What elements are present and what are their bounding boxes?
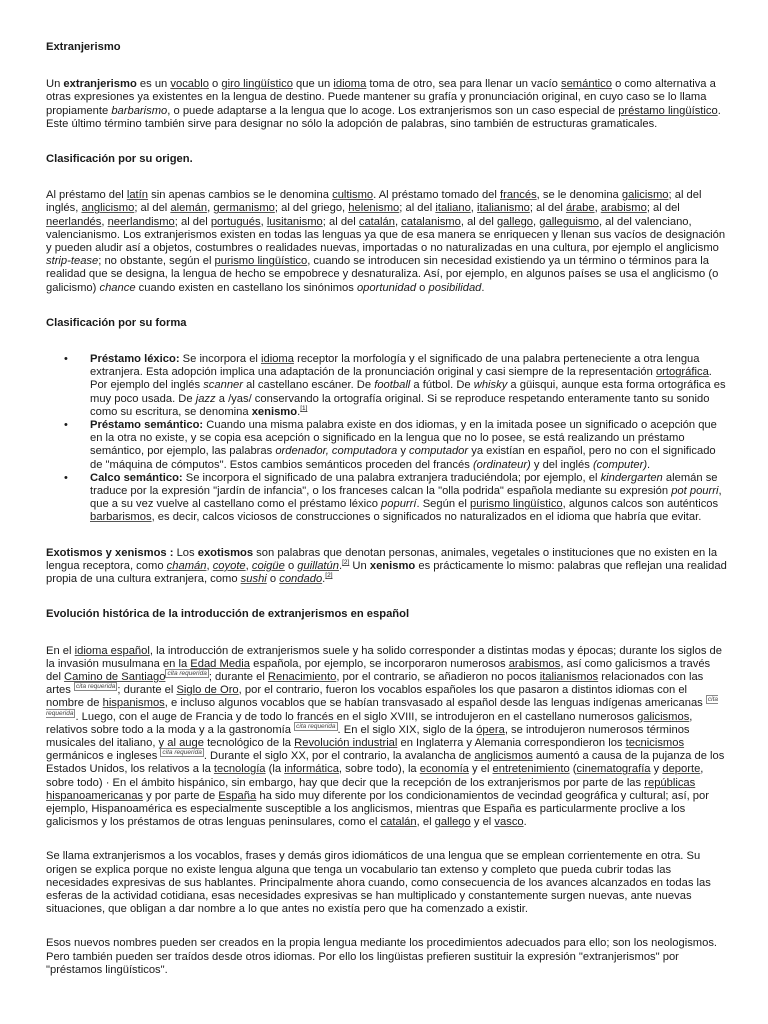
bullet-icon: • <box>64 419 68 432</box>
link-catalan[interactable]: catalán <box>358 215 395 228</box>
link-idioma[interactable]: idioma <box>261 353 294 366</box>
link-galleguismo[interactable]: galleguismo <box>539 215 599 228</box>
link-anglicismo[interactable]: anglicismo <box>81 202 135 215</box>
link-lusitanismo[interactable]: lusitanismo <box>266 215 323 228</box>
section-heading-history: Evolución histórica de la introducción de extranjerismos en español <box>46 608 410 621</box>
link-galicismos[interactable]: galicismos <box>637 710 690 723</box>
link-idioma[interactable]: idioma <box>333 78 367 91</box>
link-opera[interactable]: ópera <box>476 723 505 736</box>
link-economia[interactable]: economía <box>419 763 469 776</box>
bullet-icon: • <box>64 471 68 484</box>
link-cinematografia[interactable]: cinematografía <box>576 763 651 776</box>
citation-needed[interactable]: cita requerida <box>46 696 718 717</box>
link-renacimiento[interactable]: Renacimiento <box>267 670 337 683</box>
section-heading-origin: Clasificación por su origen. <box>46 153 193 166</box>
link-italiano[interactable]: italiano <box>435 202 471 215</box>
link-latin[interactable]: latín <box>126 189 148 202</box>
link-arabismo[interactable]: arabismo <box>600 202 647 215</box>
link-revolucion-industrial[interactable]: Revolución industrial <box>294 736 398 749</box>
link-frances[interactable]: francés <box>499 189 537 202</box>
term-extranjerismo: extranjerismo <box>63 78 137 91</box>
link-aleman[interactable]: alemán <box>170 202 208 215</box>
citation-needed[interactable]: cita requerida <box>75 683 116 691</box>
link-deporte[interactable]: deporte <box>662 763 701 776</box>
link-vocablo[interactable]: vocablo <box>170 78 209 91</box>
link-prestamo-linguistico[interactable]: préstamo lingüístico <box>618 104 718 117</box>
exotismos-paragraph: Exotismos y xenismos : Los exotismos son palabras que denotan personas, animales, vegetales o instituciones que no existen en la lengua receptora, como chamán, coyote, coigüe o guillatún.[2] Un xenismo es prácticamente lo mismo: palabras que reflejan una realidad propia de una cultura extranjera, como sushi o condado.[2] <box>46 546 727 586</box>
link-guillatun[interactable]: guillatún <box>297 559 339 572</box>
link-edad-media[interactable]: Edad Media <box>190 657 250 670</box>
neologisms-paragraph: Esos nuevos nombres pueden ser creados en la propia lengua mediante los procedimientos adecuados para ello; son los neologismos. Pero también pueden ser traídos desde otros idiomas. Por ello los lingüistas prefieren sustituir la expresión "extranjerismos" por "préstamos lingüísticos". <box>46 937 718 976</box>
footnote-ref-2[interactable]: [2] <box>325 572 333 580</box>
bullet-icon: • <box>64 353 68 366</box>
link-cultismo[interactable]: cultismo <box>332 189 374 202</box>
link-coigue[interactable]: coigüe <box>251 559 285 572</box>
link-purismo-linguistico[interactable]: purismo lingüístico <box>469 498 563 511</box>
link-germanismo[interactable]: germanismo <box>213 202 275 215</box>
link-catalanismo[interactable]: catalanismo <box>401 215 461 228</box>
link-arabismos[interactable]: arabismos <box>508 657 561 670</box>
link-italianismos[interactable]: italianismos <box>539 670 599 683</box>
link-coyote[interactable]: coyote <box>212 559 246 572</box>
link-idioma-espanol[interactable]: idioma español <box>74 644 150 657</box>
footnote-ref-1[interactable]: [1] <box>300 404 308 412</box>
page-title: Extranjerismo <box>46 41 121 53</box>
link-vasco[interactable]: vasco <box>494 816 524 829</box>
link-barbarismos[interactable]: barbarismos <box>90 511 152 524</box>
link-chaman[interactable]: chamán <box>166 559 207 572</box>
link-tecnologia[interactable]: tecnología <box>213 763 266 776</box>
link-semantico[interactable]: semántico <box>560 78 612 91</box>
list-item: • Préstamo semántico: Cuando una misma palabra existe en dos idiomas, y en la imitada posee un significado o acepción que en la otra no existe, y se copia esa acepción o significado en la lengua que no lo posee, se está realizando un préstamo semántico, por ejemplo, las palabras ordenador, computadora y computador ya existían en español, pero no con el significado de "máquina de cómputos". Estos cambios semánticos proceden del francés (ordinateur) y del inglés (computer). <box>64 419 717 471</box>
link-helenismo[interactable]: helenismo <box>348 202 400 215</box>
citation-needed[interactable]: cita requerida <box>167 669 207 677</box>
list-item: • Calco semántico: Se incorpora el significado de una palabra extranjera traduciéndola; por ejemplo, el kindergarten alemán se traduce por la expresión "jardín de infancia", o los franceses calcan la "olla podrida" española mediante su expresión pot pourri, que a su vez vuelve al castellano como el préstamo léxico popurrí. Según el purismo lingüístico, algunos calcos son auténticos barbarismos, es decir, calcos viciosos de construcciones o significados no naturalizados en el idioma que habría que evitar. <box>64 471 722 524</box>
link-gallego[interactable]: gallego <box>496 215 534 228</box>
citation-needed[interactable]: cita requerida <box>296 722 336 730</box>
citation-needed[interactable]: cita requerida <box>162 749 202 757</box>
link-entretenimiento[interactable]: entretenimiento <box>492 763 570 776</box>
link-condado[interactable]: condado <box>279 573 323 586</box>
link-giro-linguistico[interactable]: giro lingüístico <box>221 78 293 91</box>
link-purismo-linguistico[interactable]: purismo lingüístico <box>214 255 308 268</box>
link-informatica[interactable]: informática <box>284 763 339 776</box>
link-sushi[interactable]: sushi <box>240 573 267 586</box>
link-republicas-hispanoamericanas[interactable]: repúblicas hispanoamericanas <box>46 776 696 802</box>
intro-paragraph: Un extranjerismo es un vocablo o giro lingüístico que un idioma toma de otro, sea para llenar un vacío semántico o como alternativa a otras expresiones ya existentes en la lengua de destino. Puede mantener su grafía y pronunciación original, en cuyo caso se lo llama propiamente barbarismo, o puede adaptarse a la lengua que lo acoge. Los extranjerismos son un caso especial de préstamo lingüístico. Este último término también sirve para designar no sólo la adopción de palabras, sino también de estructuras gramaticales. <box>46 78 721 130</box>
link-espana[interactable]: España <box>218 789 257 802</box>
link-neerlandismo[interactable]: neerlandismo <box>107 215 175 228</box>
link-hispanismos[interactable]: hispanismos <box>102 697 165 710</box>
link-galicismo[interactable]: galicismo <box>621 189 669 202</box>
link-tecnicismos[interactable]: tecnicismos <box>625 736 685 749</box>
link-neerlandes[interactable]: neerlandés <box>46 215 102 228</box>
link-catalan[interactable]: catalán <box>380 816 417 829</box>
section-heading-form: Clasificación por su forma <box>46 316 187 329</box>
history-paragraph: En el idioma español, la introducción de extranjerismos suele y ha solido corresponder a distintas modas y épocas; durante los siglos de la invasión musulmana en la Edad Media española, por ejemplo, se incorporaron numerosos arabismos, así como galicismos a través del Camino de Santiago $^{cita requerida}$ ; durante el Renacimiento, por el contrario, se añadieron no pocos italianismos relacionados con las artes $^{cita requerida}$ ; durante el Siglo de Oro, por el contrario, fueron los vocablos españoles los que pasaron a distintos idiomas con el nombre de hispanismos, e incluso algunos vocablos que se habían transvasado al español desde las lenguas indígenas americanas $^{cita requerida}$ . Luego, con el auge de Francia y de todo lo francés en el siglo XVIII, se introdujeron en el castellano numerosos galicismos, relativos sobre todo a la moda y a la gastronomía $^{cita requerida}$ . En el siglo XIX, siglo de la ópera, se introdujeron numerosos términos musicales del italiano, y al auge tecnológico de la Revolución industrial en Inglaterra y Alemania correspondieron los tecnicismos germánicos e ingleses $^{cita requerida}$ . Durante el siglo XX, por el contrario, la avalancha de anglicismos aumentó a causa de la pujanza de los Estados Unidos, los relativos a la tecnología (la informática, sobre todo), la economía y el entretenimiento (cinematografía y deporte, sobre todo) · En el ámbito hispánico, sin embargo, hay que decir que la recepción de los extranjerismos por parte de las repúblicas hispanoamericanas y por parte de España ha sido muy diferente por los condicionamientos de vecindad geográfica y cultural; así, por ejemplo, Hispanoamérica es especialmente susceptible a los anglicismos, mientras que España es particularmente proclive a los galicismos y los préstamos de otras lenguas peninsulares, como el catalán, el gallego y el vasco. <box>46 644 725 829</box>
form-list <box>46 353 728 525</box>
definition-paragraph: Se llama extranjerismos a los vocablos, frases y demás giros idiomáticos de una lengua que se emplean corrientemente en otra. Su origen se explica porque no existe lengua alguna que tenga un vocabulario tan extenso y completo que pueda cubrir todas las necesidades expresivas de sus hablantes. Principalmente ahora cuando, como consecuencia de los avances alcanzados en todas las esferas de la actividad cotidiana, esas necesidades expresivas se han multiplicado y constantemente surgen nuevas, ante nuevas situaciones, que obligan a dar nombre a lo que antes no existía pero que ha comenzado a existir. <box>46 850 711 916</box>
origin-paragraph: Al préstamo del latín sin apenas cambios se le denomina cultismo. Al préstamo tomado del francés, se le denomina galicismo; al del inglés, anglicismo; al del alemán, germanismo; al del griego, helenismo; al del italiano, italianismo; al del árabe, arabismo; al del neerlandés, neerlandismo; al del portugués, lusitanismo; al del catalán, catalanismo, al del gallego, galleguismo, al del valenciano, valencianismo. Los extranjerismos existen en todas las lenguas ya que de esa manera se enriquecen y llenan sus vacíos de designación y pueden aludir así a objetos, costumbres o realidades nuevas, importadas o no naturalizadas en una cultura, por ejemplo el anglicismo strip-tease; no obstante, según el purismo lingüístico, cuando se introducen sin necesidad existiendo ya un término o términos para la realidad que se designa, la lengua de hecho se empobrece y desnaturaliza. Así, por ejemplo, en algunos países se usa el anglicismo (o galicismo) chance cuando existen en castellano los sinónimos oportunidad o posibilidad. <box>46 189 726 294</box>
link-camino-de-santiago[interactable]: Camino de Santiago <box>64 670 166 683</box>
link-arabe[interactable]: árabe <box>565 202 595 215</box>
link-anglicismos[interactable]: anglicismos <box>474 750 533 763</box>
link-portugues[interactable]: portugués <box>210 215 261 228</box>
list-item: • Préstamo léxico: Se incorpora el idioma receptor la morfología y el significado de una palabra perteneciente a otra lengua extranjera. Esta adopción implica una adaptación de la pronunciación original y casi siempre de la representación ortográfica. Por ejemplo del inglés scanner al castellano escáner. De football a fútbol. De whisky a güisqui, aunque esta forma ortográfica es muy poco usada. De jazz a /yas/ conservando la ortografía original. Si se reproduce respetando enteramente tanto su sonido como su escritura, se denomina xenismo.[1] <box>64 353 726 418</box>
link-gallego[interactable]: gallego <box>434 816 471 829</box>
footnote-ref-2[interactable]: [2] <box>342 558 350 566</box>
link-ortografica[interactable]: ortográfica <box>655 366 709 379</box>
link-siglo-de-oro[interactable]: Siglo de Oro <box>176 684 239 697</box>
link-italianismo[interactable]: italianismo <box>477 202 530 215</box>
